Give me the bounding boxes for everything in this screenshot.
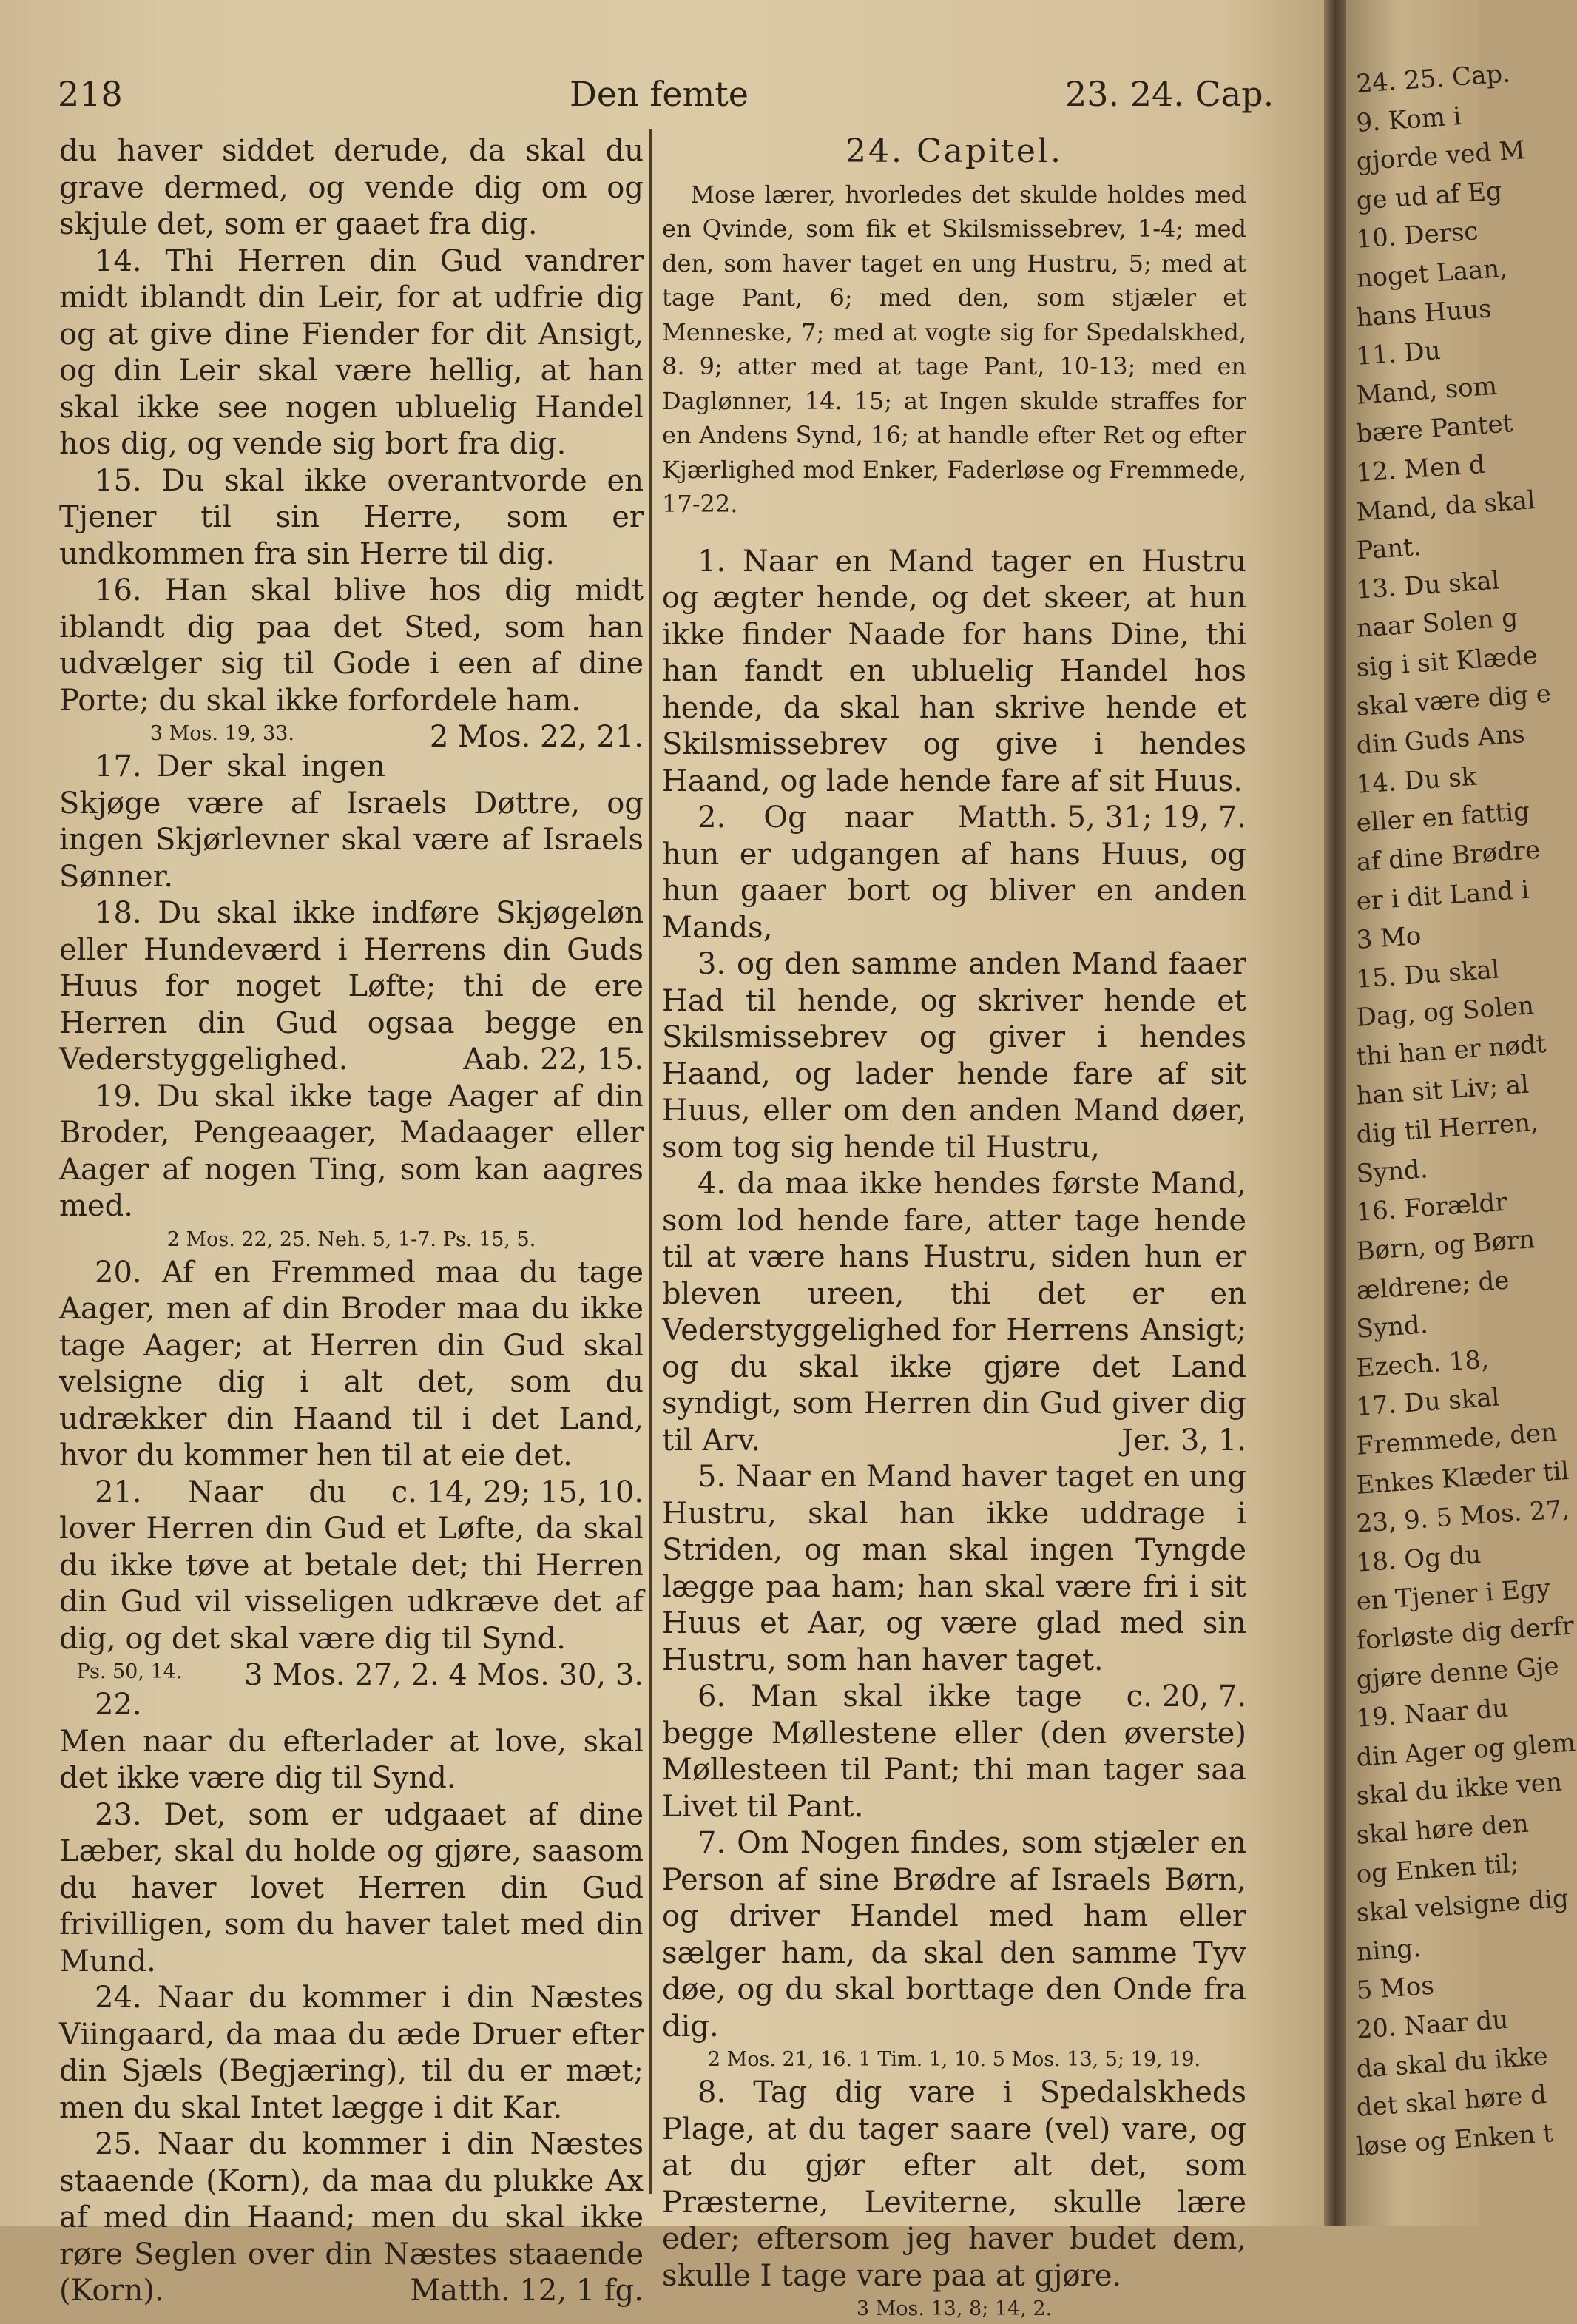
next-page-line: eller en fattig [1355,797,1531,839]
verse-5 [662,1459,1246,1714]
next-page-line: 15. Du skal [1355,954,1501,994]
verse-14: 14. Thi Herren din Gud vandrer midt iblandt din Leir, for at udfrie dig og at give dine Fiender for dit Ansigt, og din Leir skal være hellig, at han skal ikke see nogen ubluelig Handel hos dig, og vende sig bort fra dig. [59,243,644,461]
verse-19-cross-reference: 2 Mos. 22, 25. Neh. 5, 1-7. Ps. 15, 5. [166,1227,536,1251]
verse-5-text: 5. Naar en Mand haver taget en ung Hustru, skal han ikke uddrage i Striden, og man skal ingen Tyngde lægge paa ham; han skal være fri i sit Huus et Aar, og være glad med sin Hustru, som han haver taget. [662,1460,1246,1677]
verse-continuation: du haver siddet derude, da skal du grave dermed, og vende dig om og skjule det, som er gaaet fra dig. [59,134,644,241]
verse-22: 22. Men naar du efterlader at love, skal det ikke være dig til Synd. [59,1688,644,1795]
verse-18-text: 18. Du skal ikke indføre Skjøgeløn eller Hundeværd i Herrens din Guds Huus for noget Løfte; thi de ere Herren din Gud ogsaa begge en Vederstyggelighed. [59,896,644,1077]
next-page-line: 16. Forældr [1355,1188,1508,1228]
next-page-line: Ezech. 18, [1355,1344,1490,1384]
next-page-line: 23, 9. 5 Mos. 27, [1355,1495,1571,1540]
next-page-line: gjøre denne Gje [1355,1651,1560,1695]
next-page-line: din Ager og glem [1355,1728,1577,1773]
verse-21-reference: 3 Mos. 27, 2. 4 Mos. 30, 3. [243,1658,644,1692]
next-page-line: ældrene; de [1355,1265,1510,1306]
next-page-line: da skal du ikke [1355,2041,1549,2084]
next-page-line: Fremmede, den [1355,1418,1559,1461]
verse-8: 8. Tag dig vare i Spedalskheds Plage, at du tager saare (vel) vare, og at du gjør efter alt det, som Præsterne, Leviterne, skulle lære eder; eftersom jeg haver budet dem, skulle I tage vare paa at gjøre. [662,2075,1246,2293]
next-page-line: 18. Og du [1355,1539,1482,1578]
next-page-line: 11. Du [1355,336,1442,372]
next-page-line: Børn, og Børn [1355,1225,1536,1267]
next-page-line: og Enken til; [1355,1848,1520,1890]
next-page-line: en Tjener i Egy [1355,1574,1552,1617]
next-page-line: Mand, som [1355,371,1499,411]
next-page-line: skal du ikke ven [1355,1767,1564,1812]
next-page-line: din Guds Ans [1355,719,1526,761]
verse-4 [662,1166,1246,1459]
verse-5-reference: c. 20, 7. [1126,1680,1246,1714]
next-page-line: 24. 25. Cap. [1355,58,1512,99]
verse-24: 24. Naar du kommer i din Næstes Viingaard, da maa du æde Druer efter din Sjæls (Begjæring), til du er mæt; men du skal Intet lægge i dit Kar. [59,1981,644,2125]
next-page-line: Mand, da skal [1355,485,1536,528]
next-page-line: hans Huus [1355,293,1493,333]
verse-21-cross-reference: Ps. 50, 14. [76,1660,183,1683]
next-page-line: Dag, og Solen [1355,991,1536,1034]
next-page-line: skal høre den [1355,1808,1530,1850]
verse-20-text: 20. Af en Fremmed maa du tage Aager, men af din Broder maa du ikke tage Aager; at Herren din Gud skal velsigne dig i alt det, som du udrækker din Haand til i det Land, hvor du kommer hen til at eie det. [59,1255,644,1472]
running-title: Den femte [570,74,749,114]
verse-7: 7. Om Nogen findes, som stjæler en Person af sine Brødre af Israels Børn, og driver Handel med ham eller sælger ham, da skal den samme Tyv døe, og du skal borttage den Onde fra dig. [662,1826,1246,2044]
page-number: 218 [58,74,123,114]
verse-20 [59,1255,644,1509]
next-page-line: 20. Naar du [1355,2004,1510,2045]
next-page-line: thi han er nødt [1355,1029,1547,1072]
book-gutter [1324,0,1346,2226]
next-page-line: 5 Mos [1355,1971,1435,2007]
verse-7-cross-reference: 2 Mos. 21, 16. 1 Tim. 1, 10. 5 Mos. 13, 5; 19, 19. [707,2048,1201,2071]
verse-25 [59,2126,644,2310]
next-page-line: noget Laan, [1355,253,1509,294]
next-page-line: skal velsigne dig [1355,1884,1570,1929]
verse-1 [662,544,1246,835]
next-page-line: af dine Brødre [1355,835,1541,878]
column-divider [649,129,652,2194]
next-page-line: sig i sit Klæde [1355,640,1539,683]
next-page-line: løse og Enken t [1355,2118,1554,2162]
next-page-line: gjorde ved M [1355,135,1526,178]
verse-8-cross-reference: 3 Mos. 13, 8; 14, 2. [856,2297,1053,2320]
verse-16-cross-reference: 3 Mos. 19, 33. [149,722,295,745]
verse-25-reference: Matth. 12, 1 fg. [410,2274,644,2308]
next-page-line: naar Solen g [1355,603,1519,644]
verse-16-reference: 2 Mos. 22, 21. [429,720,644,754]
verse-20-reference: c. 14, 29; 15, 10. [391,1475,644,1509]
verse-6: 6. Man skal ikke tage begge Møllestene eller (den øverste) Møllesteen til Pant; thi man tager saa Livet til Pant. [662,1680,1246,1824]
next-page-line: 17. Du skal [1355,1382,1501,1423]
right-column [662,133,1246,2324]
verse-21-text: 21. Naar du lover Herren din Gud et Løfte, da skal du ikke tøve at betale det; thi Herren din Gud vil visseligen udkræve det af dig, og det skal være dig til Synd. [59,1475,644,1656]
next-page-edge [1346,0,1577,2226]
verse-25-text: 25. Naar du kommer i din Næstes staaende (Korn), da maa du plukke Ax af med din Haand; men du skal ikke røre Seglen over din Næstes staaende (Korn). [59,2127,644,2308]
verse-18 [59,895,644,1079]
next-page-line: Synd. [1355,1154,1429,1189]
next-page-line: forløste dig derfr [1355,1611,1576,1656]
verse-4-reference: Jer. 3, 1. [1121,1423,1246,1458]
verse-17: 17. Der skal ingen Skjøge være af Israels Døttre, og ingen Skjørlevner skal være af Israels Sønner. [59,750,644,894]
chapter-summary: Mose lærer, hvorledes det skulde holdes med en Qvinde, som fik et Skilsmissebrev, 1-4; med den, som haver taget en ung Hustru, 5; med at tage Pant, 6; med den, som stjæler et Menneske, 7; med at vogte sig for Spedalskhed, 8. 9; atter med at tage Pant, 10-13; med en Daglønner, 14. 15; at Ingen skulde straffes for en Andens Synd, 16; at handle efter Ret og efter Kjærlighed mod Enker, Faderløse og Fremmede, 17-22. [662,180,1246,518]
verse-4-text: 4. da maa ikke hendes første Mand, som lod hende fare, atter tage hende til at være hans Hustru, siden hun er bleven ureen, thi det er en Vederstyggelighed for Herrens Ansigt; og du skal ikke gjøre det Land syndigt, som Herren din Gud giver dig til Arv. [662,1167,1246,1458]
next-page-line: 9. Kom i [1355,101,1462,138]
next-page-line: han sit Liv; al [1355,1069,1530,1111]
next-page-line: bære Pantet [1355,408,1514,450]
next-page-line: 10. Dersc [1355,216,1479,255]
next-page-line: skal være dig e [1355,678,1553,722]
next-page-line: 13. Du skal [1355,565,1501,605]
verse-16-text: 16. Han skal blive hos dig midt iblandt dig paa det Sted, som han udvælger sig til Gode i een af dine Porte; du skal ikke forfordele ham. [59,573,644,718]
verse-19: 19. Du skal ikke tage Aager af din Broder, Pengeaager, Madaager eller Aager af nogen Ting, som kan aagres med. [59,1079,644,1223]
next-page-line: ge ud af Eg [1355,176,1504,216]
verse-15: 15. Du skal ikke overantvorde en Tjener til sin Herre, som er undkommen fra sin Herre til dig. [59,463,644,571]
next-page-line: er i dit Land i [1355,875,1530,917]
next-page-line: 12. Men d [1355,449,1486,488]
next-page-line: Enkes Klæder til [1355,1455,1570,1501]
verse-1-text: 1. Naar en Mand tager en Hustru og ægter hende, og det skeer, at hun ikke finder Naade for hans Dine, thi han fandt en ubluelig Handel hos hende, da skal han skrive hende et Skilsmissebrev og give i hendes Haand, og lade hende fare af sit Huus. [662,544,1246,798]
next-page-line: Synd. [1355,1310,1429,1345]
next-page-line: ning. [1355,1933,1422,1967]
chapter-indicator: 23. 24. Cap. [1065,74,1274,114]
next-page-line: 3 Mo [1355,921,1422,956]
next-page-line: 19. Naar du [1355,1693,1510,1734]
verse-23: 23. Det, som er udgaaet af dine Læber, skal du holde og gjøre, saasom du haver lovet Herren din Gud frivilligen, som du haver talet med din Mund. [59,1797,644,1978]
verse-2: 2. Og naar hun er udgangen af hans Huus, og hun gaaer bort og bliver en anden Mands, [662,801,1246,945]
next-page-line: Pant. [1355,532,1422,567]
left-column [59,133,644,2310]
next-page-line: dig til Herren, [1355,1107,1540,1151]
next-page-line: 14. Du sk [1355,761,1478,800]
verse-18-reference: Aab. 22, 15. [463,1043,644,1077]
next-page-line: det skal høre d [1355,2080,1548,2123]
verse-1-reference: Matth. 5, 31; 19, 7. [957,801,1246,835]
verse-3: 3. og den samme anden Mand faaer Had til hende, og skriver hende et Skilsmissebrev og giver i hendes Haand, og lader hende fare af sit Huus, eller om den anden Mand døer, som tog sig hende til Hustru, [662,947,1246,1165]
chapter-title: 24. Capitel. [845,132,1063,170]
